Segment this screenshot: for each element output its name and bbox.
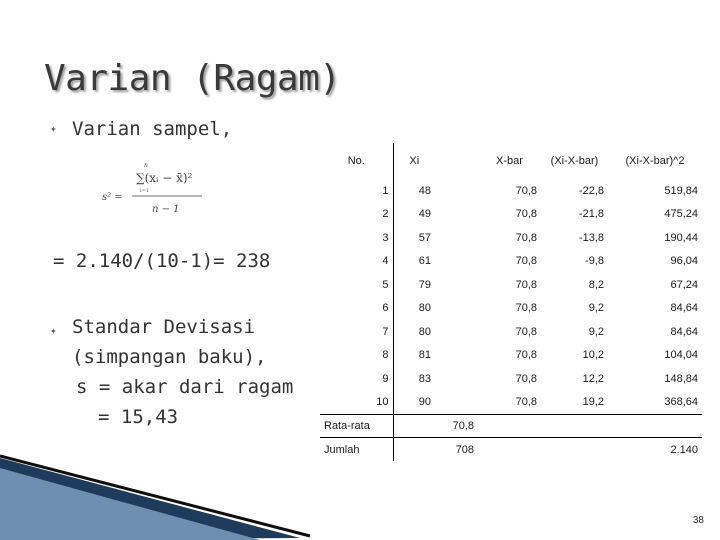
cell-xbar: 70,8	[515, 231, 537, 244]
cell-deviation-squared: 67,24	[670, 278, 698, 291]
table-row	[320, 367, 702, 391]
cell-xbar: 70,8	[515, 349, 537, 362]
jumlah-xi: 708	[435, 438, 478, 462]
decorative-swoosh	[0, 450, 720, 540]
bullet-icon: ✦	[50, 122, 57, 135]
cell-xi: 83	[393, 367, 435, 391]
table-row-rata-rata	[320, 414, 702, 438]
cell-spacer	[435, 367, 478, 391]
variance-calculation: = 2.140/(10-1)= 238	[53, 250, 271, 272]
rata-empty	[393, 414, 435, 438]
cell-spacer	[435, 203, 478, 227]
cell-deviation-squared: 190,44	[664, 231, 698, 244]
cell-xbar: 70,8	[515, 255, 537, 268]
table-row	[320, 273, 702, 297]
formula-lhs: s² =	[102, 192, 123, 203]
table-row	[320, 203, 702, 227]
bullet-text-line2: (simpangan baku),	[72, 346, 267, 368]
cell-deviation-squared: 96,04	[670, 255, 698, 268]
cell-xbar: 70,8	[515, 302, 537, 315]
cell-xbar: 70,8	[515, 278, 537, 291]
cell-xbar: 70,8	[515, 396, 537, 408]
cell-spacer	[435, 297, 478, 321]
page-number: 38	[692, 515, 704, 526]
cell-xi: 61	[393, 250, 435, 274]
cell-no: 2	[382, 208, 389, 221]
cell-no: 9	[382, 372, 389, 385]
cell-deviation-squared: 368,64	[664, 396, 698, 408]
formula-sum-top: n	[144, 162, 148, 169]
cell-deviation-squared: 104,04	[664, 349, 698, 362]
cell-no: 3	[382, 231, 389, 244]
table-row	[320, 250, 702, 274]
jumlah-squared: 2.140	[608, 438, 702, 462]
cell-xbar: 70,8	[515, 208, 537, 221]
formula-sum-bottom: i=1	[140, 188, 149, 194]
cell-deviation: -13,8	[578, 231, 604, 244]
table-row	[320, 391, 702, 415]
cell-xi: 49	[393, 203, 435, 227]
cell-xi: 90	[393, 391, 435, 415]
variance-formula	[100, 158, 210, 218]
bullet-icon: ✦	[50, 324, 57, 337]
cell-deviation-squared: 148,84	[664, 372, 698, 385]
cell-deviation-squared: 475,24	[664, 208, 698, 221]
formula-denominator: n − 1	[152, 204, 180, 215]
cell-spacer	[435, 250, 478, 274]
cell-no: 5	[382, 278, 389, 291]
rata-empty	[541, 414, 608, 438]
cell-spacer	[435, 273, 478, 297]
cell-deviation-squared: 84,64	[670, 302, 698, 315]
cell-deviation: 9,2	[588, 325, 604, 338]
cell-deviation: -22,8	[578, 184, 604, 197]
cell-spacer	[435, 344, 478, 368]
data-table	[320, 143, 702, 456]
cell-deviation-squared: 84,64	[670, 325, 698, 338]
header-deviation: (Xi-X-bar)	[550, 155, 599, 167]
bullet-text: Varian sampel,	[72, 118, 233, 140]
header-no: No.	[347, 155, 365, 167]
header-spacer	[435, 143, 478, 179]
table-row	[320, 320, 702, 344]
cell-deviation: 19,2	[582, 396, 604, 408]
cell-no: 6	[382, 302, 389, 315]
cell-xi: 81	[393, 344, 435, 368]
cell-deviation: -21,8	[578, 208, 604, 221]
cell-no: 8	[382, 349, 389, 362]
cell-spacer	[435, 226, 478, 250]
bullet-standar-deviasi	[50, 312, 293, 432]
formula-numerator: ∑(xᵢ − x̄)²	[136, 171, 193, 185]
cell-xbar: 70,8	[515, 372, 537, 385]
cell-deviation: 12,2	[582, 372, 604, 385]
header-xbar: X-bar	[496, 155, 523, 167]
cell-deviation: 10,2	[582, 349, 604, 362]
bullet-varian-sampel	[50, 118, 232, 140]
bullet-text-line1: Standar Devisasi	[72, 316, 256, 338]
cell-spacer	[435, 320, 478, 344]
cell-no: 10	[376, 396, 389, 408]
cell-spacer	[435, 391, 478, 415]
cell-deviation: -9,8	[585, 255, 604, 268]
table-row	[320, 179, 702, 203]
jumlah-label: Jumlah	[320, 438, 393, 462]
cell-xi: 57	[393, 226, 435, 250]
cell-deviation: 8,2	[588, 278, 604, 291]
cell-xi: 48	[393, 179, 435, 203]
cell-xi: 80	[393, 297, 435, 321]
cell-no: 1	[382, 184, 389, 197]
cell-no: 4	[382, 255, 389, 268]
cell-spacer	[435, 179, 478, 203]
header-xi: Xi	[393, 143, 435, 179]
table-header-row	[320, 143, 702, 179]
table-row	[320, 344, 702, 368]
cell-deviation: 9,2	[588, 302, 604, 315]
slide-title: Varian (Ragam)	[44, 58, 341, 99]
bullet-text-line3: s = akar dari ragam	[76, 376, 294, 398]
cell-deviation-squared: 519,84	[664, 184, 698, 197]
bullet-text-line4: = 15,43	[98, 406, 179, 428]
rata-rata-label: Rata-rata	[320, 414, 393, 438]
rata-empty	[608, 414, 702, 438]
header-deviation-squared: (Xi-X-bar)^2	[625, 155, 685, 167]
cell-xbar: 70,8	[515, 184, 537, 197]
cell-xi: 79	[393, 273, 435, 297]
cell-xbar: 70,8	[515, 325, 537, 338]
cell-no: 7	[382, 325, 389, 338]
table-row	[320, 297, 702, 321]
rata-rata-value: 70,8	[435, 414, 478, 438]
table-row	[320, 226, 702, 250]
cell-xi: 80	[393, 320, 435, 344]
rata-empty	[478, 414, 541, 438]
